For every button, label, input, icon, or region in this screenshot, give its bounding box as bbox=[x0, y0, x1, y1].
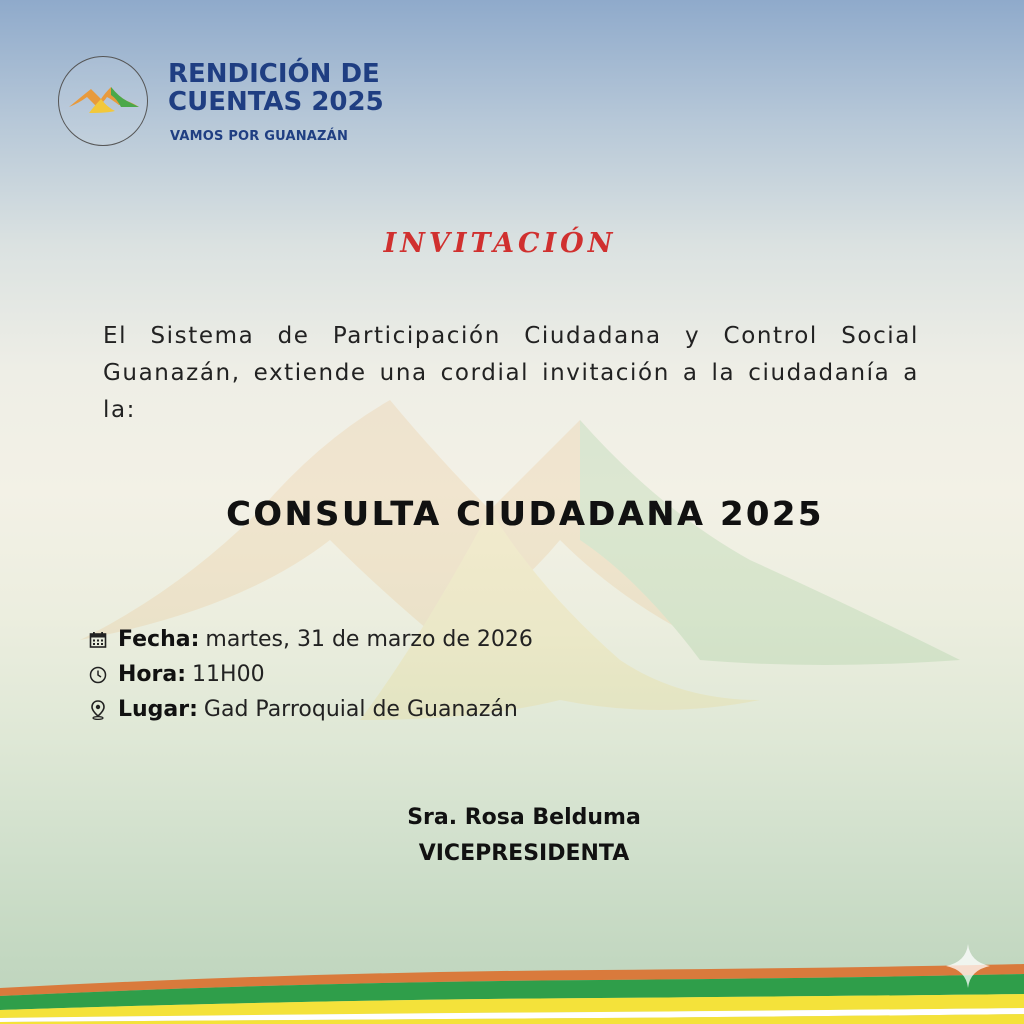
sparkle-icon bbox=[944, 942, 992, 990]
detail-location bbox=[88, 692, 533, 727]
location-label: Lugar: bbox=[118, 697, 198, 722]
signer-role: VICEPRESIDENTA bbox=[418, 841, 630, 866]
location-value: Gad Parroquial de Guanazán bbox=[203, 697, 518, 722]
event-title: CONSULTA CIUDADANA 2025 bbox=[226, 494, 824, 533]
signer-name: Sra. Rosa Belduma bbox=[407, 805, 641, 830]
brand-subtitle: VAMOS POR GUANAZÁN bbox=[170, 129, 349, 144]
calendar-icon bbox=[88, 630, 108, 650]
logo bbox=[58, 56, 148, 146]
detail-time bbox=[88, 657, 533, 692]
signature-block bbox=[0, 800, 1024, 872]
brand-title: RENDICIÓN DE CUENTAS 2025 bbox=[168, 59, 384, 117]
date-value: martes, 31 de marzo de 2026 bbox=[205, 627, 533, 652]
invitation-heading: INVITACIÓN bbox=[383, 228, 617, 259]
time-value: 11H00 bbox=[192, 662, 265, 687]
clock-icon bbox=[88, 665, 108, 685]
time-label: Hora: bbox=[118, 662, 187, 687]
date-label: Fecha: bbox=[118, 627, 200, 652]
event-details bbox=[88, 622, 533, 727]
location-pin-icon bbox=[88, 700, 108, 720]
mountain-logo-icon bbox=[67, 79, 141, 119]
detail-date bbox=[88, 622, 533, 657]
bottom-stripes bbox=[0, 950, 1024, 1024]
intro-paragraph: El Sistema de Participación Ciudadana y Control Social Guanazán, extiende una cordial invitación a la ciudadanía a la: bbox=[103, 323, 919, 423]
